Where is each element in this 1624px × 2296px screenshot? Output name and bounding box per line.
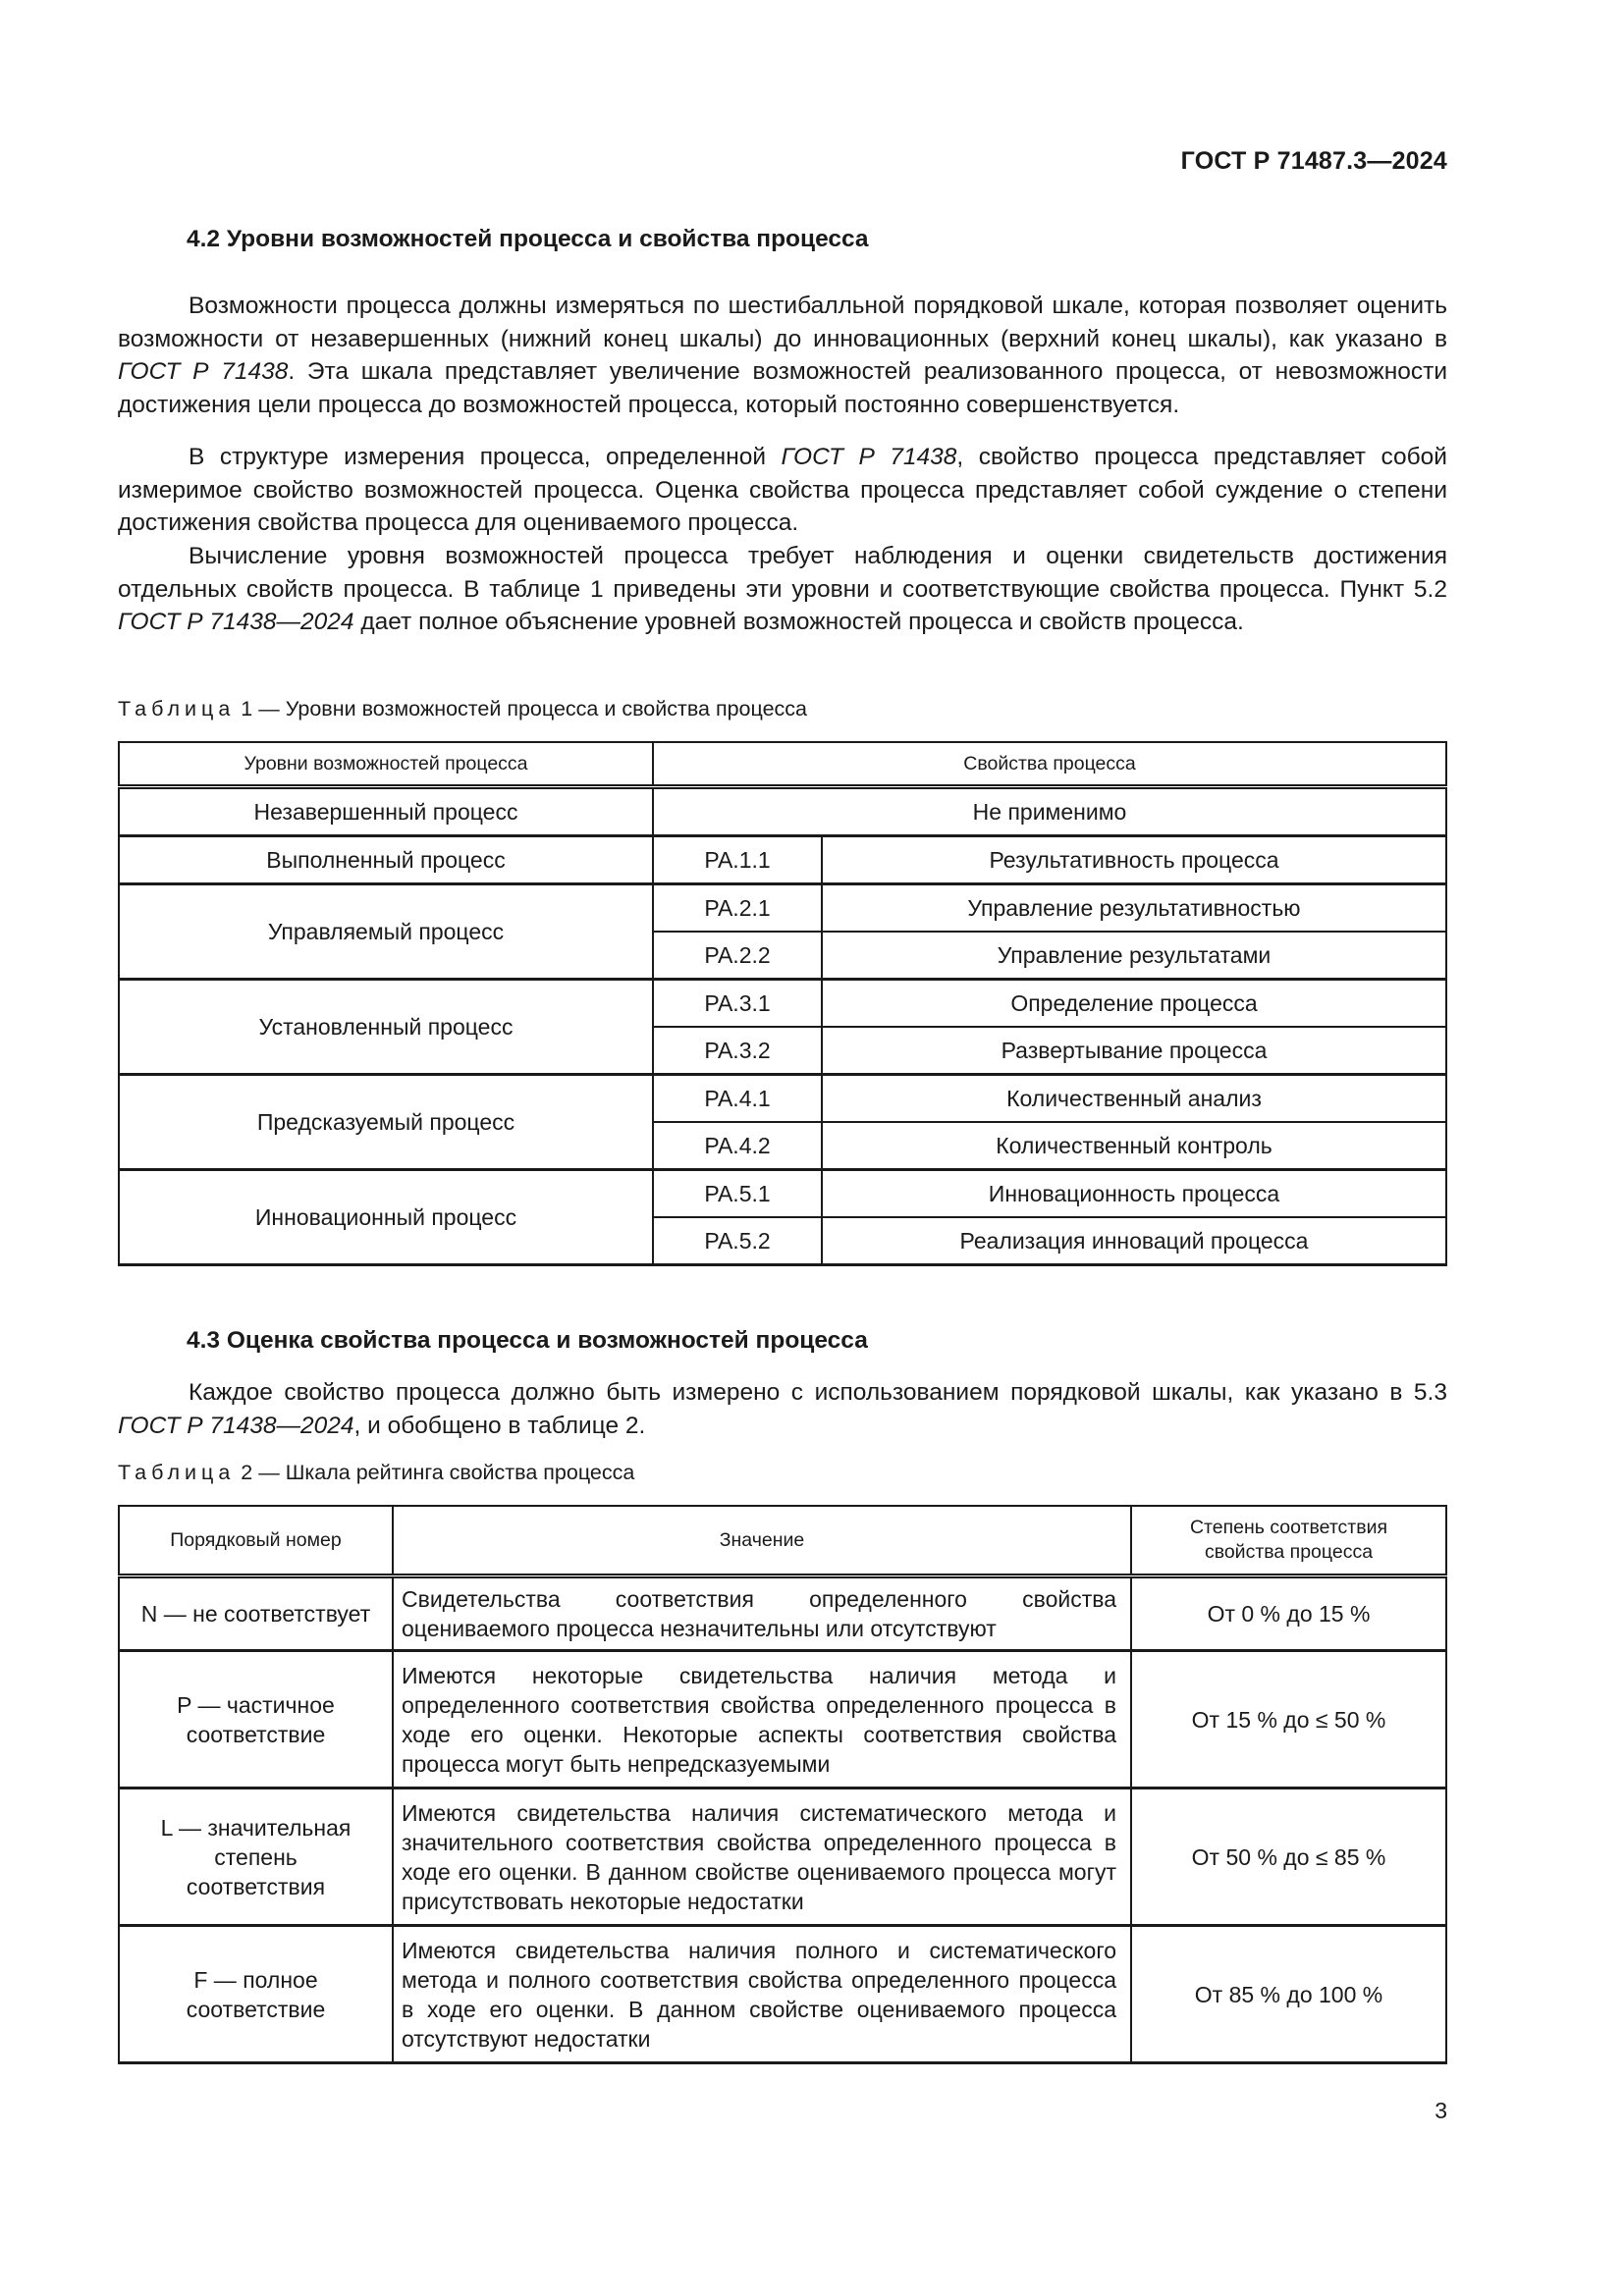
table-header-row	[119, 1506, 1446, 1576]
table-row	[119, 836, 1446, 884]
rating-range: От 85 % до 100 %	[1131, 1926, 1446, 2063]
rating-label: F — полное соответствие	[119, 1926, 393, 2063]
table-row	[119, 1789, 1446, 1926]
attribute-code: PA.1.1	[653, 836, 822, 884]
page-number: 3	[1435, 2098, 1447, 2123]
capability-level: Установленный процесс	[119, 980, 653, 1075]
attribute-code: PA.4.2	[653, 1122, 822, 1170]
column-header: Порядковый номер	[119, 1506, 393, 1576]
table-2-caption: Таблица 2 — Шкала рейтинга свойства процесса	[118, 1461, 635, 1484]
attribute-code: PA.5.1	[653, 1170, 822, 1218]
capability-level: Незавершенный процесс	[119, 787, 653, 836]
section-4-2-title: 4.2 Уровни возможностей процесса и свойства процесса	[187, 226, 869, 252]
table-row	[119, 980, 1446, 1028]
capability-level: Управляемый процесс	[119, 884, 653, 980]
attribute-name: Развертывание процесса	[822, 1027, 1446, 1075]
rating-range: От 0 % до 15 %	[1131, 1576, 1446, 1651]
attribute-code: PA.4.1	[653, 1075, 822, 1123]
capability-level: Инновационный процесс	[119, 1170, 653, 1265]
paragraph-4-2-2: В структуре измерения процесса, определенной ГОСТ Р 71438, свойство процесса представляет собой измеримое свойство возможностей процесса. Оценка свойства процесса представляет собой суждение о степени достижения свойства процесса для оцениваемого процесса.	[118, 444, 1447, 536]
column-header: Степень соответствия свойства процесса	[1131, 1506, 1446, 1576]
table-row	[119, 1926, 1446, 2063]
rating-label: P — частичное соответствие	[119, 1651, 393, 1789]
table-row	[119, 884, 1446, 933]
column-header: Свойства процесса	[653, 742, 1446, 787]
attribute-name: Количественный контроль	[822, 1122, 1446, 1170]
rating-meaning: Имеются некоторые свидетельства наличия метода и определенного соответствия свойства определенного процесса в ходе его оценки. Некоторые аспекты соответствия свойства процесса могут быть непредсказуемыми	[393, 1651, 1131, 1789]
column-header: Уровни возможностей процесса	[119, 742, 653, 787]
table-row	[119, 787, 1446, 836]
attribute-code: PA.3.1	[653, 980, 822, 1028]
not-applicable: Не применимо	[653, 787, 1446, 836]
rating-meaning: Имеются свидетельства наличия полного и систематического метода и полного соответствия свойства определенного процесса в ходе его оценки. В данном свойстве оцениваемого процесса отсутствуют недостатки	[393, 1926, 1131, 2063]
rating-label: L — значительная степень соответствия	[119, 1789, 393, 1926]
attribute-name: Инновационность процесса	[822, 1170, 1446, 1218]
paragraph-4-2-3: Вычисление уровня возможностей процесса требует наблюдения и оценки свидетельств достижения отдельных свойств процесса. В таблице 1 приведены эти уровни и соответствующие свойства процесса. Пункт 5.2 ГОСТ Р 71438—2024 дает полное объяснение уровней возможностей процесса и свойств процесса.	[118, 543, 1447, 635]
rating-label: N — не соответствует	[119, 1576, 393, 1651]
column-header: Значение	[393, 1506, 1131, 1576]
capability-levels-table	[118, 741, 1447, 1266]
capability-level: Предсказуемый процесс	[119, 1075, 653, 1170]
attribute-code: PA.5.2	[653, 1217, 822, 1265]
attribute-name: Управление результативностью	[822, 884, 1446, 933]
table-1-caption: Таблица 1 — Уровни возможностей процесса и свойства процесса	[118, 697, 807, 721]
attribute-code: PA.2.1	[653, 884, 822, 933]
capability-level: Выполненный процесс	[119, 836, 653, 884]
reference-link: ГОСТ Р 71438—2024	[118, 1412, 354, 1439]
table-row	[119, 1651, 1446, 1789]
document-code: ГОСТ Р 71487.3—2024	[1180, 147, 1447, 175]
reference-link: ГОСТ Р 71438—2024	[118, 609, 354, 635]
attribute-code: PA.2.2	[653, 932, 822, 980]
rating-meaning: Свидетельства соответствия определенного свойства оцениваемого процесса незначительны или отсутствуют	[393, 1576, 1131, 1651]
paragraph-4-3-1: Каждое свойство процесса должно быть измерено с использованием порядковой шкалы, как указано в 5.3 ГОСТ Р 71438—2024, и обобщено в таблице 2.	[118, 1379, 1447, 1439]
attribute-name: Реализация инноваций процесса	[822, 1217, 1446, 1265]
rating-meaning: Имеются свидетельства наличия систематического метода и значительного соответствия свойства определенного процесса в ходе его оценки. В данном свойстве оцениваемого процесса могут присутствовать некоторые недостатки	[393, 1789, 1131, 1926]
section-4-3-title: 4.3 Оценка свойства процесса и возможностей процесса	[187, 1327, 868, 1354]
table-row	[119, 1075, 1446, 1123]
reference-link: ГОСТ Р 71438	[118, 358, 289, 385]
paragraph-4-2-1: Возможности процесса должны измеряться по шестибалльной порядковой шкале, которая позволяет оценить возможности от незавершенных (нижний конец шкалы) до инновационных (верхний конец шкалы), как указано в ГОСТ Р 71438. Эта шкала представляет увеличение возможностей реализованного процесса, от невозможности достижения цели процесса до возможностей процесса, который постоянно совершенствуется.	[118, 293, 1448, 418]
attribute-code: PA.3.2	[653, 1027, 822, 1075]
table-header-row	[119, 742, 1446, 787]
attribute-name: Результативность процесса	[822, 836, 1446, 884]
table-row	[119, 1170, 1446, 1218]
rating-range: От 15 % до ≤ 50 %	[1131, 1651, 1446, 1789]
rating-range: От 50 % до ≤ 85 %	[1131, 1789, 1446, 1926]
attribute-name: Управление результатами	[822, 932, 1446, 980]
rating-scale-table	[118, 1505, 1447, 2064]
attribute-name: Определение процесса	[822, 980, 1446, 1028]
reference-link: ГОСТ Р 71438	[781, 444, 957, 470]
attribute-name: Количественный анализ	[822, 1075, 1446, 1123]
table-row	[119, 1576, 1446, 1651]
